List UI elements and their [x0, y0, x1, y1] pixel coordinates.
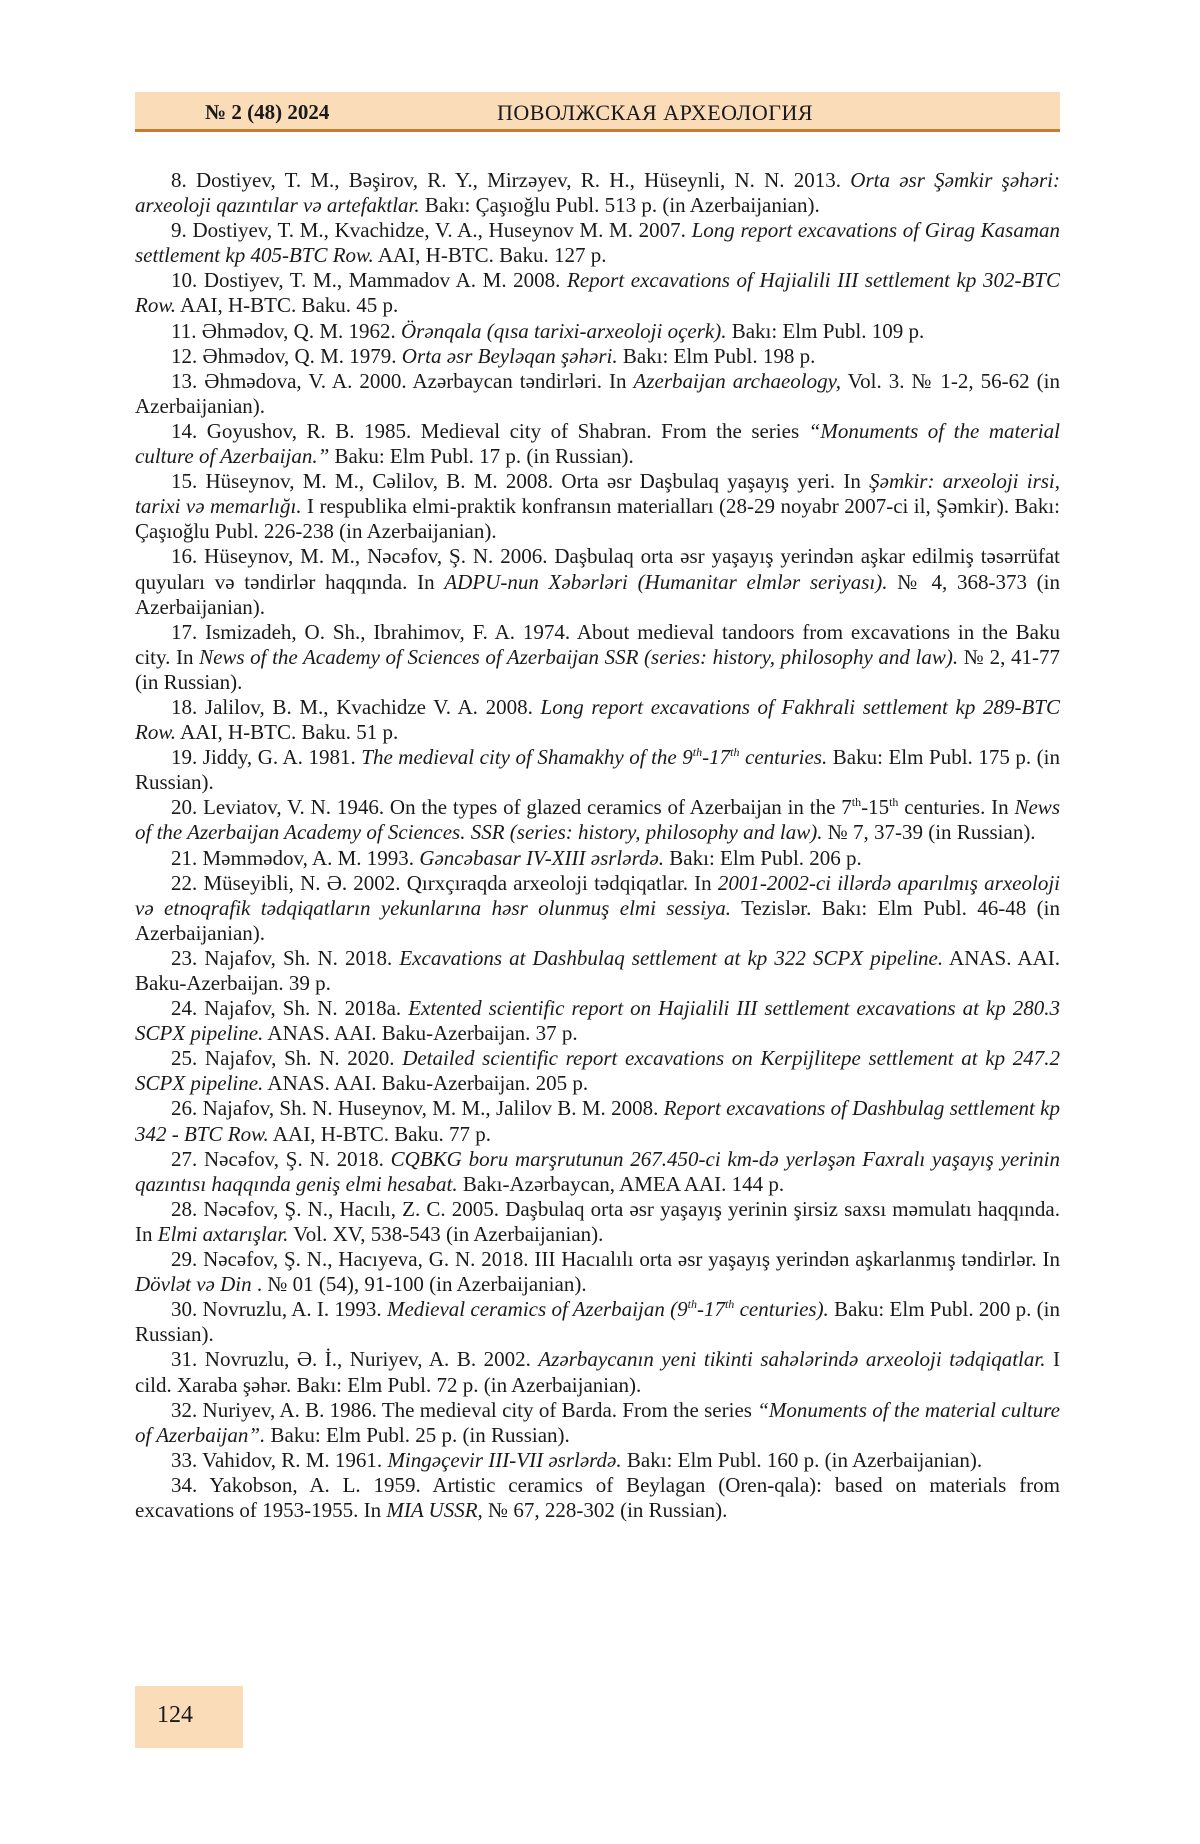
reference-item: 34. Yakobson, A. L. 1959. Artistic ceramics of Beylagan (Oren-qala): based on materials from excavations of 1953-1955. In MIA USSR, № 67, 228-302 (in Russian). [135, 1473, 1060, 1523]
reference-item: 11. Əhmədov, Q. M. 1962. Örənqala (qısa tarixi-arxeoloji oçerk). Bakı: Elm Publ. 109 p. [135, 319, 1060, 344]
reference-item: 25. Najafov, Sh. N. 2020. Detailed scientific report excavations on Kerpijlitepe settlement at kp 247.2 SCPX pipeline. ANAS. AAI. Baku-Azerbaijan. 205 p. [135, 1046, 1060, 1096]
reference-item: 19. Jiddy, G. A. 1981. The medieval city of Shamakhy of the 9th-17th centuries. Baku: Elm Publ. 175 p. (in Russian). [135, 745, 1060, 795]
reference-item: 16. Hüseynov, M. M., Nəcəfov, Ş. N. 2006. Daşbulaq orta əsr yaşayış yerindən aşkar edilmiş təsərrüfat quyuları və təndirlər haqqında. In ADPU-nun Xəbərləri (Humanitar elmlər seriyası). № 4, 368-373 (in Azerbaijanian). [135, 544, 1060, 619]
reference-item: 20. Leviatov, V. N. 1946. On the types of glazed ceramics of Azerbaijan in the 7th-15th centuries. In News of the Azerbaijan Academy of Sciences. SSR (series: history, philosophy and law). № 7, 37-39 (in Russian). [135, 795, 1060, 845]
reference-item: 12. Əhmədov, Q. M. 1979. Orta əsr Beyləqan şəhəri. Bakı: Elm Publ. 198 p. [135, 344, 1060, 369]
issue-number: № 2 (48) 2024 [205, 100, 329, 125]
reference-item: 30. Novruzlu, A. I. 1993. Medieval ceramics of Azerbaijan (9th-17th centuries). Baku: Elm Publ. 200 p. (in Russian). [135, 1297, 1060, 1347]
reference-item: 29. Nəcəfov, Ş. N., Hacıyeva, G. N. 2018. III Hacıalılı orta əsr yaşayış yerindən aşkarlanmış təndirlər. In Dövlət və Din . № 01 (54), 91-100 (in Azerbaijanian). [135, 1247, 1060, 1297]
page-number-box [135, 1686, 243, 1748]
reference-item: 22. Müseyibli, N. Ə. 2002. Qırxçıraqda arxeoloji tədqiqatlar. In 2001-2002-ci illərdə aparılmış arxeoloji və etnoqrafik tədqiqatların yekunlarına həsr olunmuş elmi sessiya. Tezislər. Bakı: Elm Publ. 46-48 (in Azerbaijanian). [135, 871, 1060, 946]
reference-item: 8. Dostiyev, T. M., Bəşirov, R. Y., Mirzəyev, R. H., Hüseynli, N. N. 2013. Orta əsr Şəmkir şəhəri: arxeoloji qazıntılar və artefaktlar. Bakı: Çaşıoğlu Publ. 513 p. (in Azerbaijanian). [135, 168, 1060, 218]
reference-item: 13. Əhmədova, V. A. 2000. Azərbaycan təndirləri. In Azerbaijan archaeology, Vol. 3. № 1-2, 56-62 (in Azerbaijanian). [135, 369, 1060, 419]
reference-item: 24. Najafov, Sh. N. 2018a. Extented scientific report on Hajialili III settlement excavations at kp 280.3 SCPX pipeline. ANAS. AAI. Baku-Azerbaijan. 37 p. [135, 996, 1060, 1046]
reference-item: 10. Dostiyev, T. M., Mammadov A. M. 2008. Report excavations of Hajialili III settlement kp 302-BTC Row. AAI, H-BTC. Baku. 45 p. [135, 268, 1060, 318]
reference-item: 26. Najafov, Sh. N. Huseynov, M. M., Jalilov B. M. 2008. Report excavations of Dashbulag settlement kp 342 - BTC Row. AAI, H-BTC. Baku. 77 p. [135, 1096, 1060, 1146]
reference-item: 18. Jalilov, B. M., Kvachidze V. A. 2008. Long report excavations of Fakhrali settlement kp 289-BTC Row. AAI, H-BTC. Baku. 51 p. [135, 695, 1060, 745]
running-header [135, 92, 1060, 132]
journal-title: ПОВОЛЖСКАЯ АРХЕОЛОГИЯ [497, 100, 813, 126]
reference-item: 23. Najafov, Sh. N. 2018. Excavations at Dashbulaq settlement at kp 322 SCPX pipeline. ANAS. AAI. Baku-Azerbaijan. 39 p. [135, 946, 1060, 996]
reference-item: 17. Ismizadeh, O. Sh., Ibrahimov, F. A. 1974. About medieval tandoors from excavations in the Baku city. In News of the Academy of Sciences of Azerbaijan SSR (series: history, philosophy and law). № 2, 41-77 (in Russian). [135, 620, 1060, 695]
reference-item: 9. Dostiyev, T. M., Kvachidze, V. A., Huseynov M. M. 2007. Long report excavations of Girag Kasaman settlement kp 405-BTC Row. AAI, H-BTC. Baku. 127 p. [135, 218, 1060, 268]
page-number: 124 [157, 1702, 193, 1729]
reference-item: 32. Nuriyev, A. B. 1986. The medieval city of Barda. From the series “Monuments of the material culture of Azerbaijan”. Baku: Elm Publ. 25 p. (in Russian). [135, 1398, 1060, 1448]
reference-item: 28. Nəcəfov, Ş. N., Hacılı, Z. C. 2005. Daşbulaq orta əsr yaşayış yerinin şirsiz saxsı məmulatı haqqında. In Elmi axtarışlar. Vol. XV, 538-543 (in Azerbaijanian). [135, 1197, 1060, 1247]
reference-item: 14. Goyushov, R. B. 1985. Medieval city of Shabran. From the series “Monuments of the material culture of Azerbaijan.” Baku: Elm Publ. 17 p. (in Russian). [135, 419, 1060, 469]
reference-item: 31. Novruzlu, Ə. İ., Nuriyev, A. B. 2002. Azərbaycanın yeni tikinti sahələrində arxeoloji tədqiqatlar. I cild. Xaraba şəhər. Bakı: Elm Publ. 72 p. (in Azerbaijanian). [135, 1347, 1060, 1397]
reference-item: 33. Vahidov, R. M. 1961. Mingəçevir III-VII əsrlərdə. Bakı: Elm Publ. 160 p. (in Azerbaijanian). [135, 1448, 1060, 1473]
reference-item: 21. Məmmədov, A. M. 1993. Gəncəbasar IV-XIII əsrlərdə. Bakı: Elm Publ. 206 p. [135, 846, 1060, 871]
reference-item: 27. Nəcəfov, Ş. N. 2018. CQBKG boru marşrutunun 267.450-ci km-də yerləşən Faxralı yaşayış yerinin qazıntısı haqqında geniş elmi hesabat. Bakı-Azərbaycan, AMEA AAI. 144 p. [135, 1147, 1060, 1197]
reference-item: 15. Hüseynov, M. M., Cəlilov, B. M. 2008. Orta əsr Daşbulaq yaşayış yeri. In Şəmkir: arxeoloji irsi, tarixi və memarlığı. I respublika elmi-praktik konfransın materialları (28-29 noyabr 2007-ci il, Şəmkir). Bakı: Çaşıoğlu Publ. 226-238 (in Azerbaijanian). [135, 469, 1060, 544]
references-list [135, 168, 1060, 1523]
